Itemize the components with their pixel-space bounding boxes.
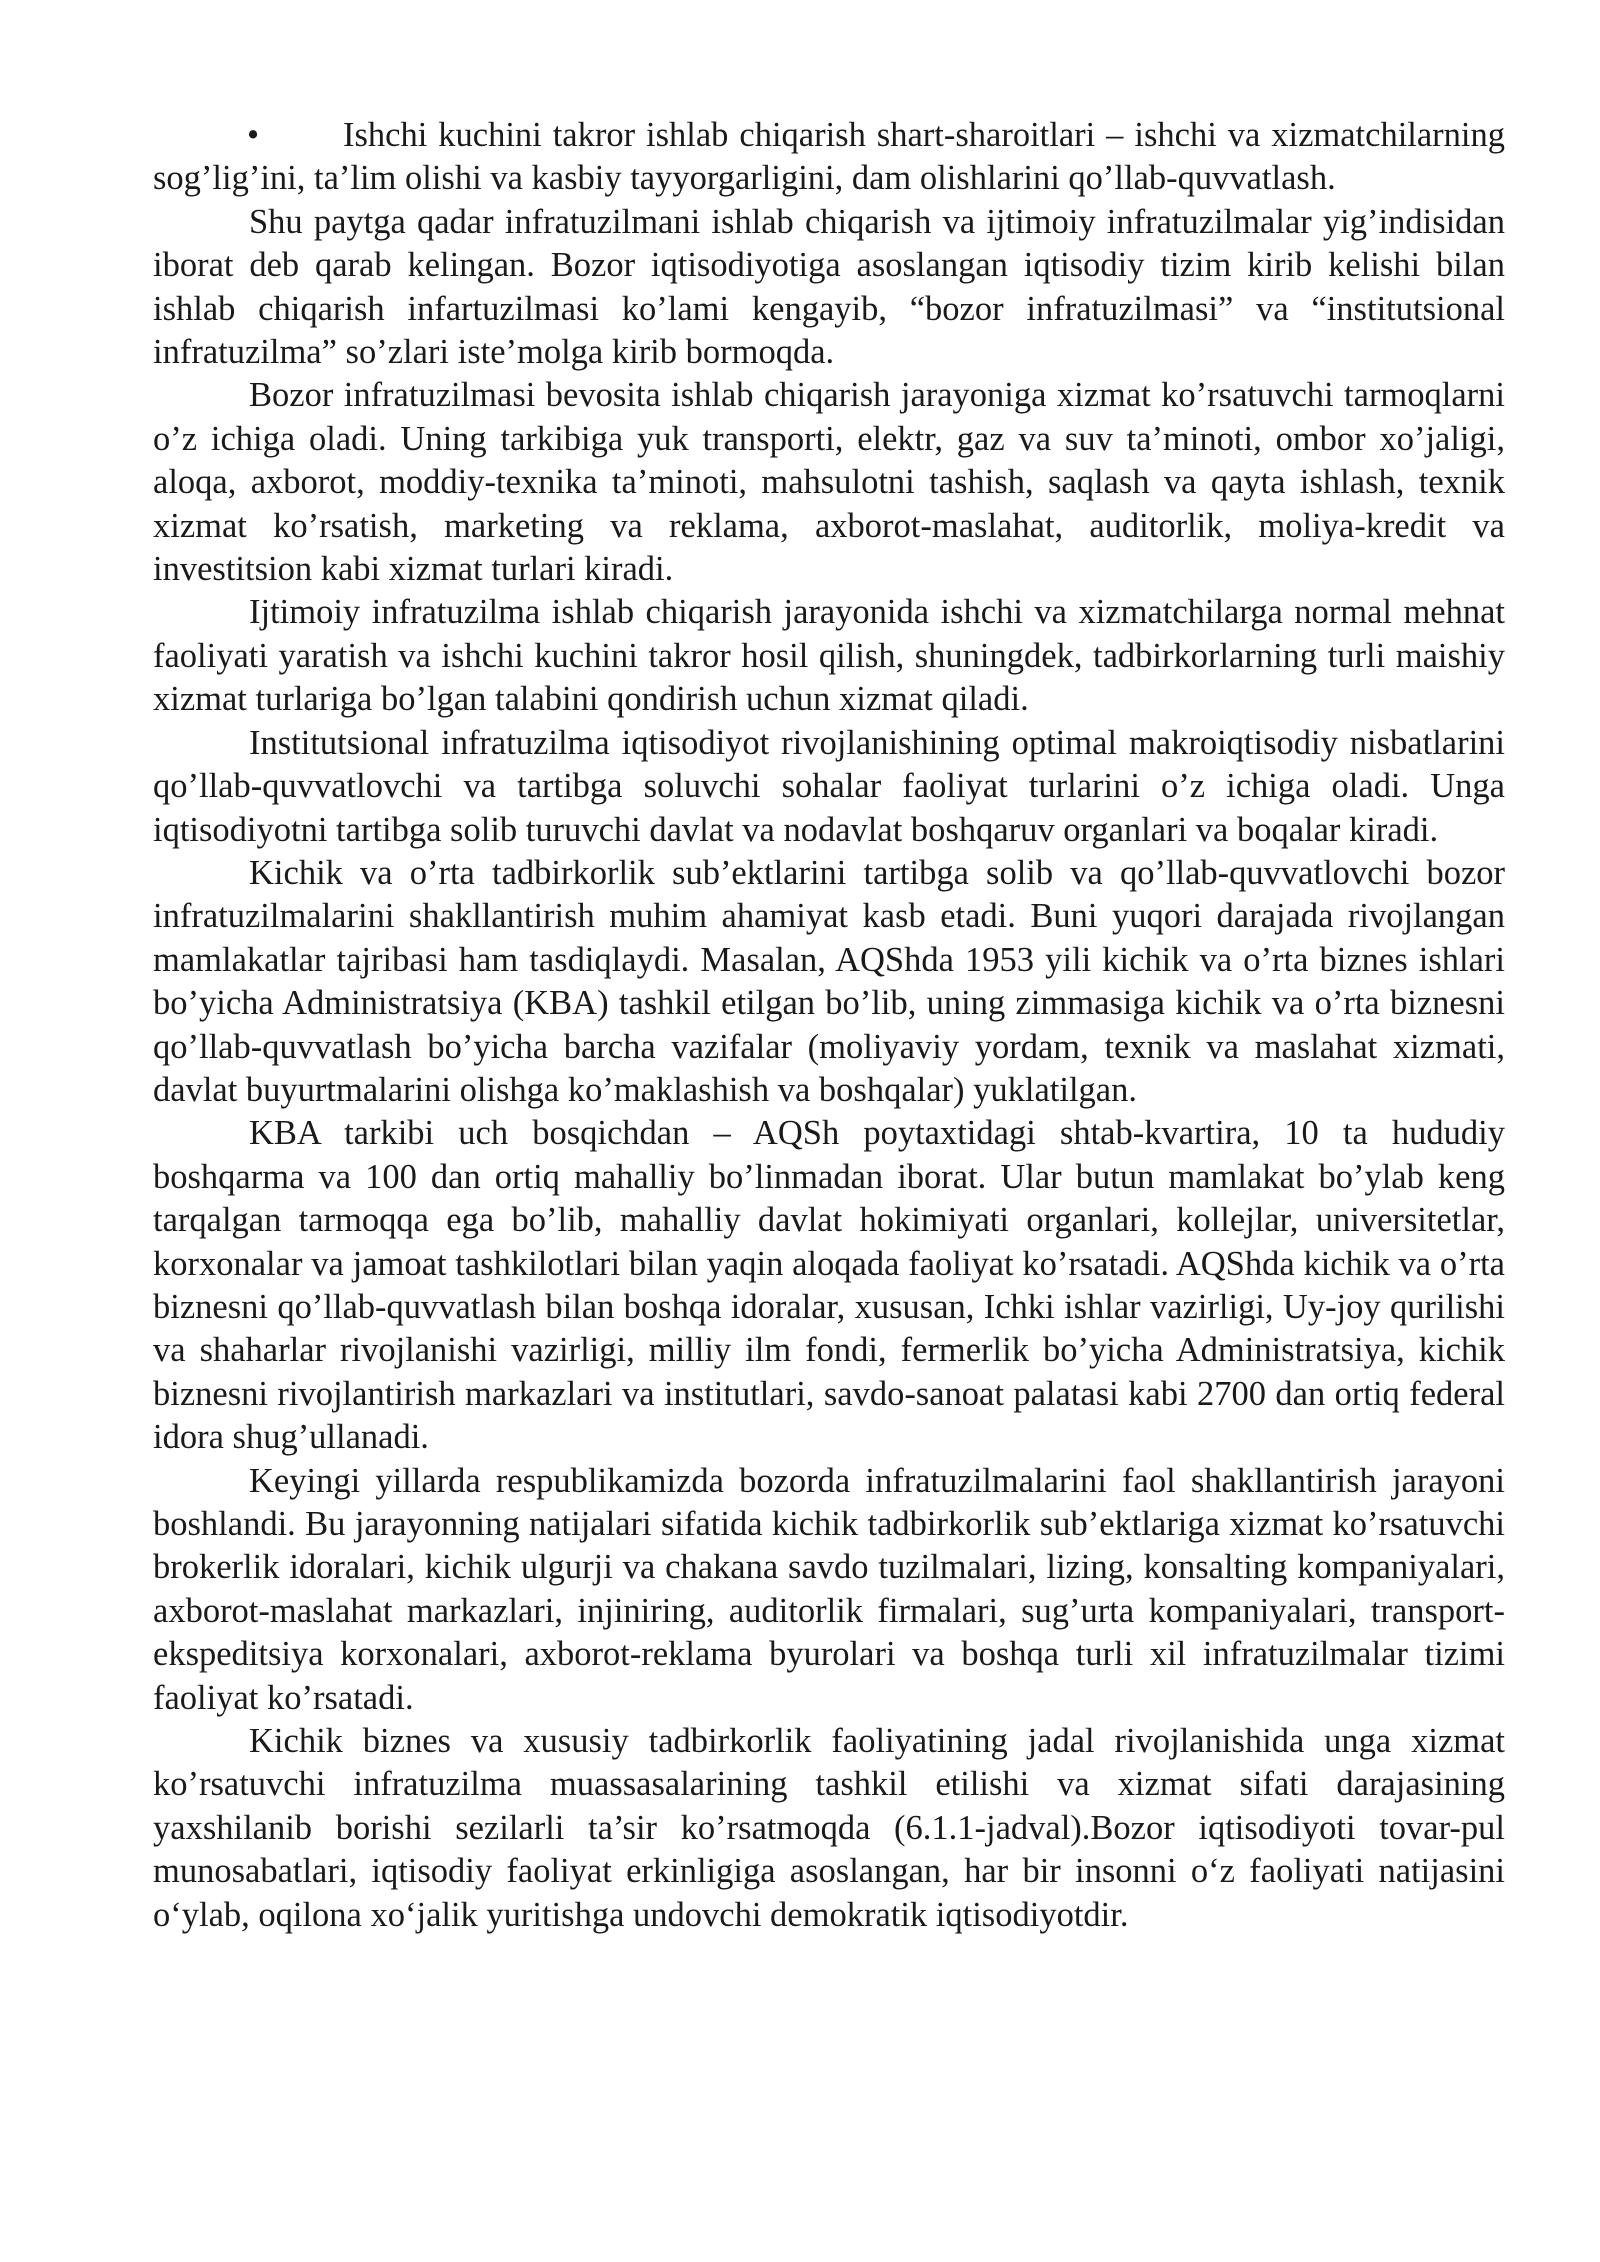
paragraph-market-infrastructure: Bozor infratuzilmasi bevosita ishlab chiqarish jarayoniga xizmat ko’rsatuvchi tarmoqlarni o’z ichiga oladi. Uning tarkibiga yuk transporti, elektr, gaz va suv ta’minoti, ombor xo’jaligi, aloqa, axborot, moddiy-texnika ta’minoti, mahsulotni tashish, saqlash va qayta ishlash, texnik xizmat ko’rsatish, marketing va reklama, axborot-maslahat, auditorlik, moliya-kredit va investitsion kabi xizmat turlari kiradi. xyxy=(153,376,1505,589)
bullet-marker: • xyxy=(247,116,260,154)
paragraph-social-infrastructure: Ijtimoiy infratuzilma ishlab chiqarish jarayonida ishchi va xizmatchilarga normal mehnat faoliyati yaratish va ishchi kuchini takror hosil qilish, shuningdek, tadbirkorlarning turli maishiy xizmat turlariga bo’lgan talabini qondirish uchun xizmat qiladi. xyxy=(153,593,1505,719)
paragraph-republic-infrastructure: Keyingi yillarda respublikamizda bozorda infratuzilmalarini faol shakllantirish jarayoni boshlandi. Bu jarayonning natijalari sifatida kichik tadbirkorlik sub’ektlariga xizmat ko’rsatuvchi brokerlik idoralari, kichik ulgurji va chakana savdo tuzilmalari, lizing, konsalting kompaniyalari, axborot-maslahat markazlari, injiniring, auditorlik firmalari, sug’urta kompaniyalari, transport-ekspeditsiya korxonalari, axborot-reklama byurolari va boshqa turli xil infratuzilmalar tizimi faoliyat ko’rsatadi. xyxy=(153,1461,1505,1717)
bullet-item-text: Ishchi kuchini takror ishlab chiqarish shart-sharoitlari – ishchi va xizmatchilarning sog’lig’ini, ta’lim olishi va kasbiy tayyorgarligini, dam olishlarini qo’llab-quvvatlash. xyxy=(153,116,1505,198)
paragraph-small-business-support: Kichik va o’rta tadbirkorlik sub’ektlarini tartibga solib va qo’llab-quvvatlovchi bozor infratuzilmalarini shakllantirish muhim ahamiyat kasb etadi. Buni yuqori darajada rivojlangan mamlakatlar tajribasi ham tasdiqlaydi. Masalan, AQShda 1953 yili kichik va o’rta biznes ishlari bo’yicha Administratsiya (KBA) tashkil etilgan bo’lib, uning zimmasiga kichik va o’rta biznesni qo’llab-quvvatlash bo’yicha barcha vazifalar (moliyaviy yordam, texnik va maslahat xizmati, davlat buyurtmalarini olishga ko’maklashish va boshqalar) yuklatilgan. xyxy=(153,853,1505,1109)
paragraph-bullet-item xyxy=(153,114,1505,201)
paragraph-market-economy: Kichik biznes va xususiy tadbirkorlik faoliyatining jadal rivojlanishida unga xizmat ko’rsatuvchi infratuzilma muassasalarining tashkil etilishi va xizmat sifati darajasining yaxshilanib borishi sezilarli ta’sir ko’rsatmoqda (6.1.1-jadval).Bozor iqtisodiyoti tovar-pul munosabatlari, iqtisodiy faoliyat erkinligiga asoslangan, har bir insonni o‘z faoliyati natijasini o‘ylab, oqilona xo‘jalik yuritishga undovchi demokratik iqtisodiyotdir. xyxy=(153,1722,1505,1934)
paragraph-institutional-infrastructure: Institutsional infratuzilma iqtisodiyot rivojlanishining optimal makroiqtisodiy nisbatlarini qo’llab-quvvatlovchi va tartibga soluvchi sohalar faoliyat turlarini o’z ichiga oladi. Unga iqtisodiyotni tartibga solib turuvchi davlat va nodavlat boshqaruv organlari va boqalar kiradi. xyxy=(153,723,1505,849)
document-body xyxy=(153,114,1505,1937)
paragraph-kba-structure: KBA tarkibi uch bosqichdan – AQSh poytaxtidagi shtab-kvartira, 10 ta hududiy boshqarma va 100 dan ortiq mahalliy bo’linmadan iborat. Ular butun mamlakat bo’ylab keng tarqalgan tarmoqqa ega bo’lib, mahalliy davlat hokimiyati organlari, kollejlar, universitetlar, korxonalar va jamoat tashkilotlari bilan yaqin aloqada faoliyat ko’rsatadi. AQShda kichik va o’rta biznesni qo’llab-quvvatlash bilan boshqa idoralar, xususan, Ichki ishlar vazirligi, Uy-joy qurilishi va shaharlar rivojlanishi vazirligi, milliy ilm fondi, fermerlik bo’yicha Administratsiya, kichik biznesni rivojlantirish markazlari va institutlari, savdo-sanoat palatasi kabi 2700 dan ortiq federal idora shug’ullanadi. xyxy=(153,1114,1505,1457)
paragraph-infrastructure-history: Shu paytga qadar infratuzilmani ishlab chiqarish va ijtimoiy infratuzilmalar yig’indisidan iborat deb qarab kelingan. Bozor iqtisodiyotiga asoslangan iqtisodiy tizim kirib kelishi bilan ishlab chiqarish infartuzilmasi ko’lami kengayib, “bozor infratuzilmasi” va “institutsional infratuzilma” so’zlari iste’molga kirib bormoqda. xyxy=(153,202,1505,372)
